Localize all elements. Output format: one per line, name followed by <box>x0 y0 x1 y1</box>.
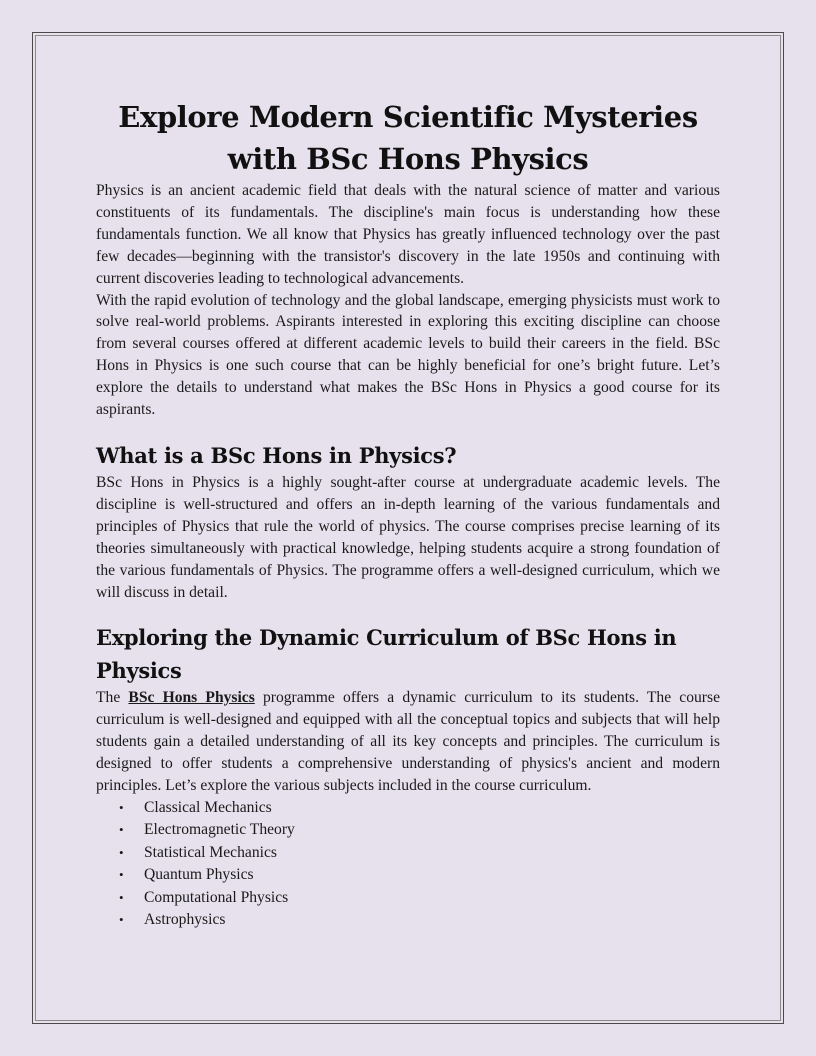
bullet-icon: • <box>119 799 124 815</box>
subjects-list <box>96 797 720 931</box>
bullet-icon: • <box>119 844 124 860</box>
list-item <box>96 864 720 886</box>
list-item <box>96 887 720 909</box>
list-item <box>96 819 720 841</box>
bullet-icon: • <box>119 911 124 927</box>
bullet-icon: • <box>119 867 124 883</box>
subject-label: Quantum Physics <box>144 866 254 884</box>
bullet-icon: • <box>119 822 124 838</box>
subject-label: Classical Mechanics <box>144 798 272 816</box>
curriculum-text-suffix: programme offers a dynamic curriculum to its students. The course curriculum is well-designed and equipped with all the conceptual topics and subjects that will help students gain a detailed understanding of all its key concepts and principles. The curriculum is designed to offer students a comprehensive understanding of physics's ancient and modern principles. Let’s explore the various subjects included in the course curriculum. <box>96 689 720 795</box>
intro-paragraph-1: Physics is an ancient academic field that deals with the natural science of matter and various constituents of its fundamentals. The discipline's main focus is understanding how these fundamentals function. We all know that Physics has greatly influenced technology over the past few decades—beginning with the transistor's discovery in the late 1950s and continuing with current discoveries leading to technological advancements. <box>96 182 720 287</box>
document-content <box>96 96 720 931</box>
list-item <box>96 909 720 931</box>
list-item <box>96 797 720 819</box>
subject-label: Electromagnetic Theory <box>144 821 295 839</box>
subject-label: Computational Physics <box>144 888 289 906</box>
bsc-hons-physics-link[interactable]: BSc Hons Physics <box>128 689 255 707</box>
bullet-icon: • <box>119 889 124 905</box>
section-what-is-paragraph: BSc Hons in Physics is a highly sought-after course at undergraduate academic levels. The discipline is well-structured and offers an in-depth learning of the various fundamentals and principles of Physics that rule the world of physics. The course comprises precise learning of its theories simultaneously with practical knowledge, helping students acquire a strong foundation of the various fundamentals of Physics. The programme offers a well-designed curriculum, which we will discuss in detail. <box>96 473 720 601</box>
section-heading-what-is: What is a BSc Hons in Physics? <box>96 442 457 468</box>
list-item <box>96 842 720 864</box>
section-heading-curriculum: Exploring the Dynamic Curriculum of BSc Hons in Physics <box>96 625 677 684</box>
section-curriculum-paragraph <box>96 687 720 797</box>
subject-label: Statistical Mechanics <box>144 843 277 861</box>
document-title: Explore Modern Scientific Mysteries with BSc Hons Physics <box>118 100 698 176</box>
curriculum-text-prefix: The <box>96 689 129 707</box>
subject-label: Astrophysics <box>144 910 226 928</box>
intro-paragraph-2: With the rapid evolution of technology and the global landscape, emerging physicists must work to solve real-world problems. Aspirants interested in exploring this exciting discipline can choose from several courses offered at different academic levels to build their careers in the field. BSc Hons in Physics is one such course that can be highly beneficial for one’s bright future. Let’s explore the details to understand what makes the BSc Hons in Physics a good course for its aspirants. <box>96 291 720 419</box>
